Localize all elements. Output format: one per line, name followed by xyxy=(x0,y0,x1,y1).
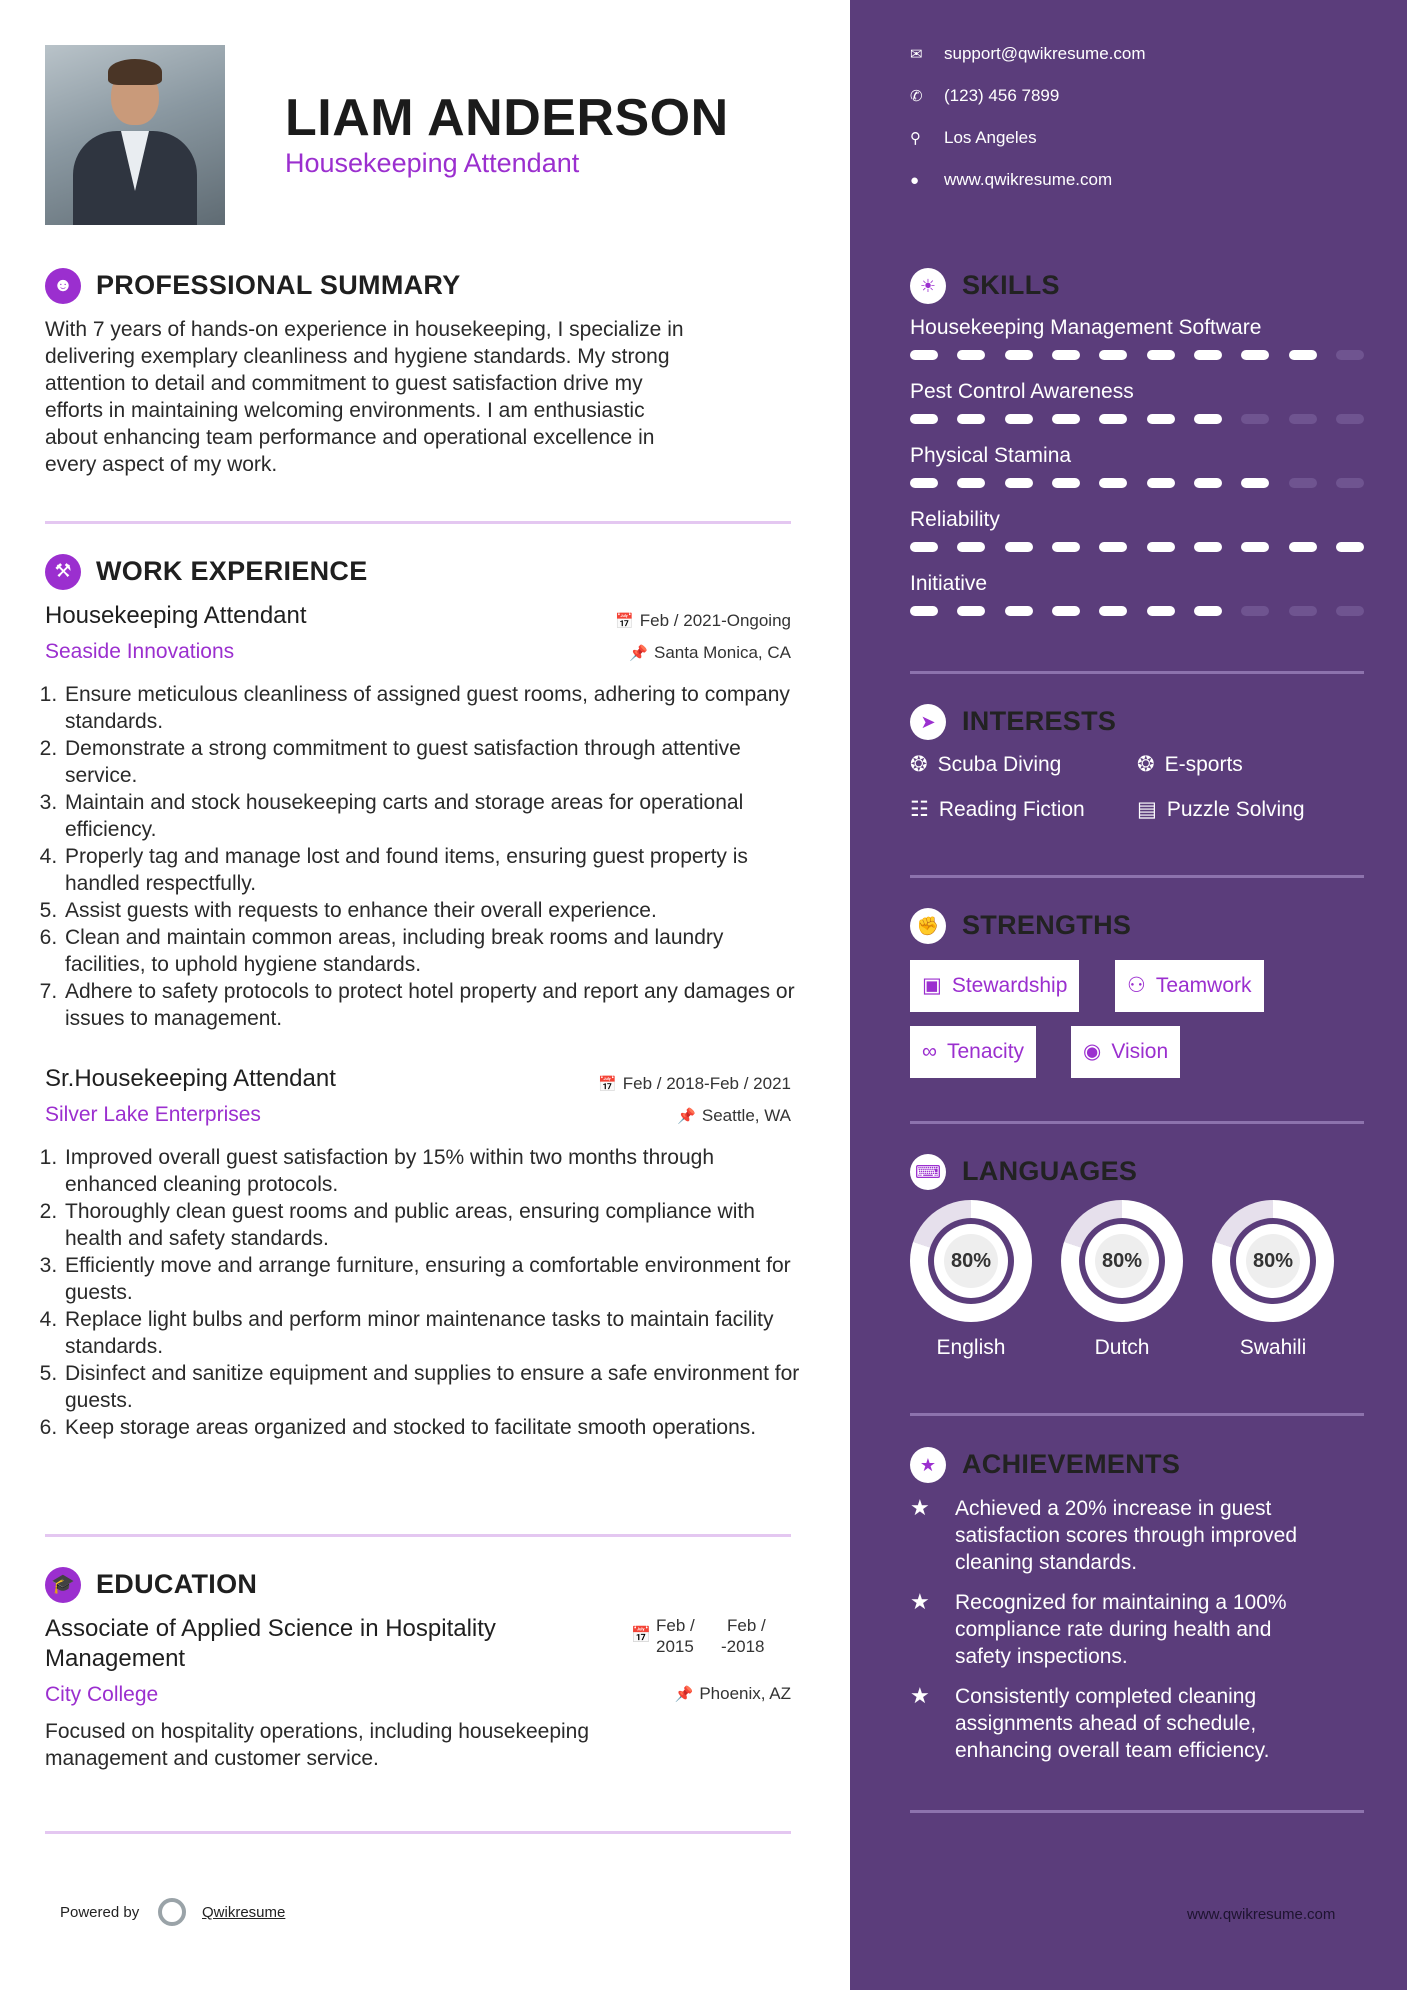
rating-dash xyxy=(1147,606,1175,616)
profile-photo xyxy=(45,45,225,225)
rating-dash xyxy=(1289,414,1317,424)
language-name: English xyxy=(936,1336,1006,1359)
section-divider xyxy=(910,671,1364,674)
skill-name: Housekeeping Management Software xyxy=(910,316,1262,339)
rating-dash xyxy=(1241,414,1269,424)
interest-item: ❂ E-sports xyxy=(1137,753,1243,776)
contact-location: ⚲ Los Angeles xyxy=(910,128,1037,147)
job-location: 📌 Seattle, WA xyxy=(677,1106,791,1125)
language-icon: ⌨ xyxy=(910,1154,946,1190)
language-ring xyxy=(1061,1200,1183,1322)
paper-plane-icon: ➤ xyxy=(910,704,946,740)
language-ring xyxy=(910,1200,1032,1322)
edu-end-date: Feb / -2018 xyxy=(721,1616,766,1656)
rating-dash xyxy=(1194,478,1222,488)
rating-dash xyxy=(1241,606,1269,616)
school-name: City College xyxy=(45,1683,159,1706)
rating-dash xyxy=(1241,478,1269,488)
rating-dash xyxy=(1241,542,1269,552)
strength-chip: ◉ Vision xyxy=(1071,1026,1180,1078)
rating-dash xyxy=(1289,350,1317,360)
job-bullets xyxy=(45,1144,805,1441)
strength-chip: ⚇ Teamwork xyxy=(1115,960,1264,1012)
job-dates: 📅 Feb / 2018-Feb / 2021 xyxy=(598,1074,791,1093)
lifebuoy-icon: ❂ xyxy=(1137,753,1155,776)
strength-chip: ∞ Tenacity xyxy=(910,1026,1036,1078)
user-icon: ☻ xyxy=(45,268,81,304)
language-percent: 80% xyxy=(944,1234,998,1288)
rating-dash xyxy=(1147,478,1175,488)
rating-dash xyxy=(1336,542,1364,552)
skill-rating xyxy=(910,350,1364,360)
rating-dash xyxy=(1241,350,1269,360)
rating-dash xyxy=(957,542,985,552)
interest-item: ❂ Scuba Diving xyxy=(910,753,1062,776)
rating-dash xyxy=(1147,414,1175,424)
rating-dash xyxy=(1099,542,1127,552)
language-name: Dutch xyxy=(1094,1336,1150,1359)
rating-dash xyxy=(1147,350,1175,360)
language-name: Swahili xyxy=(1239,1336,1307,1359)
section-divider xyxy=(45,521,791,524)
list-item: 7. Adhere to safety protocols to protect hotel property and report any damages or issues to management. xyxy=(63,978,805,1032)
job-title: Sr.Housekeeping Attendant xyxy=(45,1065,336,1092)
job-company: Seaside Innovations xyxy=(45,640,235,663)
star-icon: ★ xyxy=(910,1683,930,1708)
skill-rating xyxy=(910,414,1364,424)
rating-dash xyxy=(1194,350,1222,360)
section-divider xyxy=(910,875,1364,878)
pin-icon: 📌 xyxy=(677,1108,696,1125)
rating-dash xyxy=(1052,350,1080,360)
powered-by-label: Powered by xyxy=(60,1904,140,1921)
section-divider xyxy=(910,1121,1364,1124)
strengths-heading: STRENGTHS xyxy=(962,910,1132,940)
achievement-item: Consistently completed cleaning assignments ahead of schedule, enhancing overall team efficiency. xyxy=(955,1685,1270,1762)
book-icon: ▤ xyxy=(1137,798,1157,821)
candidate-title: Housekeeping Attendant xyxy=(285,148,580,178)
skill-rating xyxy=(910,606,1364,616)
rating-dash xyxy=(1336,478,1364,488)
star-icon: ★ xyxy=(910,1589,930,1614)
envelope-icon: ✉ xyxy=(910,46,923,63)
job-title: Housekeeping Attendant xyxy=(45,602,307,629)
skills-heading: SKILLS xyxy=(962,270,1060,300)
edu-start-date: Feb / 2015 xyxy=(656,1616,695,1656)
rating-dash xyxy=(1005,606,1033,616)
brand-link[interactable]: Qwikresume xyxy=(202,1904,286,1921)
rating-dash xyxy=(1099,414,1127,424)
gamepad-icon: ☷ xyxy=(910,798,929,821)
rating-dash xyxy=(1099,606,1127,616)
education-desc: Focused on hospitality operations, including housekeeping management and customer service. xyxy=(45,1720,590,1770)
briefcase-icon: ▣ xyxy=(922,974,942,997)
qwikresume-logo-icon xyxy=(158,1898,186,1926)
rating-dash xyxy=(957,478,985,488)
calendar-icon: 📅 xyxy=(615,613,634,630)
achievement-item: Achieved a 20% increase in guest satisfaction scores through improved cleaning standards. xyxy=(955,1497,1297,1574)
list-item: 5. Disinfect and sanitize equipment and supplies to ensure a safe environment for guests. xyxy=(63,1360,805,1414)
interest-item: ☷ Reading Fiction xyxy=(910,798,1085,821)
section-divider xyxy=(910,1810,1364,1813)
rating-dash xyxy=(1052,542,1080,552)
list-item: 2. Demonstrate a strong commitment to guest satisfaction through attentive service. xyxy=(63,735,805,789)
skill-name: Initiative xyxy=(910,572,988,595)
job-location: 📌 Santa Monica, CA xyxy=(629,643,791,662)
link-icon: ∞ xyxy=(922,1040,937,1063)
skill-rating xyxy=(910,542,1364,552)
summary-text: With 7 years of hands-on experience in housekeeping, I specialize in delivering exemplary cleanliness and hygiene standards. My strong attention to detail and commitment to guest satisfaction drive my efforts in maintaining welcoming environments. I am enthusiastic about enhancing team performance and operational excellence in every aspect of my work. xyxy=(45,318,684,476)
rating-dash xyxy=(910,350,938,360)
rating-dash xyxy=(1336,414,1364,424)
rating-dash xyxy=(1052,478,1080,488)
phone-icon: ✆ xyxy=(910,88,923,105)
rating-dash xyxy=(910,542,938,552)
section-divider xyxy=(45,1534,791,1537)
list-item: 2. Thoroughly clean guest rooms and public areas, ensuring compliance with health and safety standards. xyxy=(63,1198,805,1252)
rating-dash xyxy=(1052,414,1080,424)
rating-dash xyxy=(1099,350,1127,360)
language-percent: 80% xyxy=(1095,1234,1149,1288)
rating-dash xyxy=(1194,606,1222,616)
rating-dash xyxy=(1005,478,1033,488)
pin-icon: 📌 xyxy=(674,1686,694,1703)
rating-dash xyxy=(1099,478,1127,488)
language-percent: 80% xyxy=(1246,1234,1300,1288)
calendar-icon: 📅 xyxy=(598,1076,617,1093)
experience-heading: WORK EXPERIENCE xyxy=(96,556,368,586)
lightbulb-icon: ☀ xyxy=(910,268,946,304)
star-badge-icon: ★ xyxy=(910,1447,946,1483)
summary-heading: PROFESSIONAL SUMMARY xyxy=(96,270,461,300)
rating-dash xyxy=(1289,606,1317,616)
rating-dash xyxy=(957,414,985,424)
contact-website[interactable]: ● www.qwikresume.com xyxy=(910,170,1113,189)
interests-heading: INTERESTS xyxy=(962,706,1117,736)
section-divider xyxy=(45,1831,791,1834)
list-item: 1. Ensure meticulous cleanliness of assigned guest rooms, adhering to company standards. xyxy=(63,681,805,735)
rating-dash xyxy=(1289,542,1317,552)
rating-dash xyxy=(1194,414,1222,424)
candidate-name: LIAM ANDERSON xyxy=(285,89,729,147)
rating-dash xyxy=(957,606,985,616)
rating-dash xyxy=(1005,414,1033,424)
rating-dash xyxy=(910,414,938,424)
rating-dash xyxy=(1336,350,1364,360)
rating-dash xyxy=(957,350,985,360)
job-company: Silver Lake Enterprises xyxy=(45,1103,261,1126)
achievements-heading: ACHIEVEMENTS xyxy=(962,1449,1181,1479)
rating-dash xyxy=(1336,606,1364,616)
job-dates: 📅 Feb / 2021-Ongoing xyxy=(615,611,791,630)
skill-name: Pest Control Awareness xyxy=(910,380,1134,403)
list-item: 6. Clean and maintain common areas, including break rooms and laundry facilities, to uphold hygiene standards. xyxy=(63,924,805,978)
skill-name: Physical Stamina xyxy=(910,444,1072,467)
map-pin-icon: ⚲ xyxy=(910,130,921,147)
users-icon: ⚇ xyxy=(1127,974,1146,997)
footer-website[interactable]: www.qwikresume.com xyxy=(1187,1906,1336,1923)
section-divider xyxy=(910,1413,1364,1416)
pin-icon: 📌 xyxy=(629,645,648,662)
list-item: 6. Keep storage areas organized and stocked to facilitate smooth operations. xyxy=(63,1414,805,1441)
contact-phone[interactable]: ✆ (123) 456 7899 xyxy=(910,86,1060,105)
job-bullets xyxy=(45,681,805,1032)
calendar-icon: 📅 xyxy=(631,1627,651,1644)
skill-name: Reliability xyxy=(910,508,1000,531)
rating-dash xyxy=(1194,542,1222,552)
degree-title: Associate of Applied Science in Hospitality Management xyxy=(45,1615,496,1672)
strength-chip: ▣ Stewardship xyxy=(910,960,1079,1012)
list-item: 4. Replace light bulbs and perform minor maintenance tasks to maintain facility standards. xyxy=(63,1306,805,1360)
star-icon: ★ xyxy=(910,1495,930,1520)
list-item: 4. Properly tag and manage lost and found items, ensuring guest property is handled respectfully. xyxy=(63,843,805,897)
achievement-item: Recognized for maintaining a 100% compliance rate during health and safety inspections. xyxy=(955,1591,1287,1668)
languages-heading: LANGUAGES xyxy=(962,1156,1138,1186)
list-item: 3. Efficiently move and arrange furniture, ensuring a comfortable environment for guests. xyxy=(63,1252,805,1306)
rating-dash xyxy=(1147,542,1175,552)
contact-email[interactable]: ✉ support@qwikresume.com xyxy=(910,44,1146,63)
list-item: 1. Improved overall guest satisfaction by 15% within two months through enhanced cleaning protocols. xyxy=(63,1144,805,1198)
lifebuoy-icon: ❂ xyxy=(910,753,928,776)
education-heading: EDUCATION xyxy=(96,1569,258,1599)
rating-dash xyxy=(910,478,938,488)
binoculars-icon: ◉ xyxy=(1083,1040,1102,1063)
list-item: 3. Maintain and stock housekeeping carts and storage areas for operational efficiency. xyxy=(63,789,805,843)
list-item: 5. Assist guests with requests to enhance their overall experience. xyxy=(63,897,805,924)
interest-item: ▤ Puzzle Solving xyxy=(1137,798,1305,821)
rating-dash xyxy=(910,606,938,616)
rating-dash xyxy=(1289,478,1317,488)
rating-dash xyxy=(1005,350,1033,360)
fist-icon: ✊ xyxy=(910,908,946,944)
school-location: 📌 Phoenix, AZ xyxy=(674,1684,791,1703)
rating-dash xyxy=(1005,542,1033,552)
graduation-icon: 🎓 xyxy=(45,1567,81,1603)
skill-rating xyxy=(910,478,1364,488)
rating-dash xyxy=(1052,606,1080,616)
globe-icon: ● xyxy=(910,172,920,189)
chair-icon: ⚒ xyxy=(45,554,81,590)
language-ring xyxy=(1212,1200,1334,1322)
